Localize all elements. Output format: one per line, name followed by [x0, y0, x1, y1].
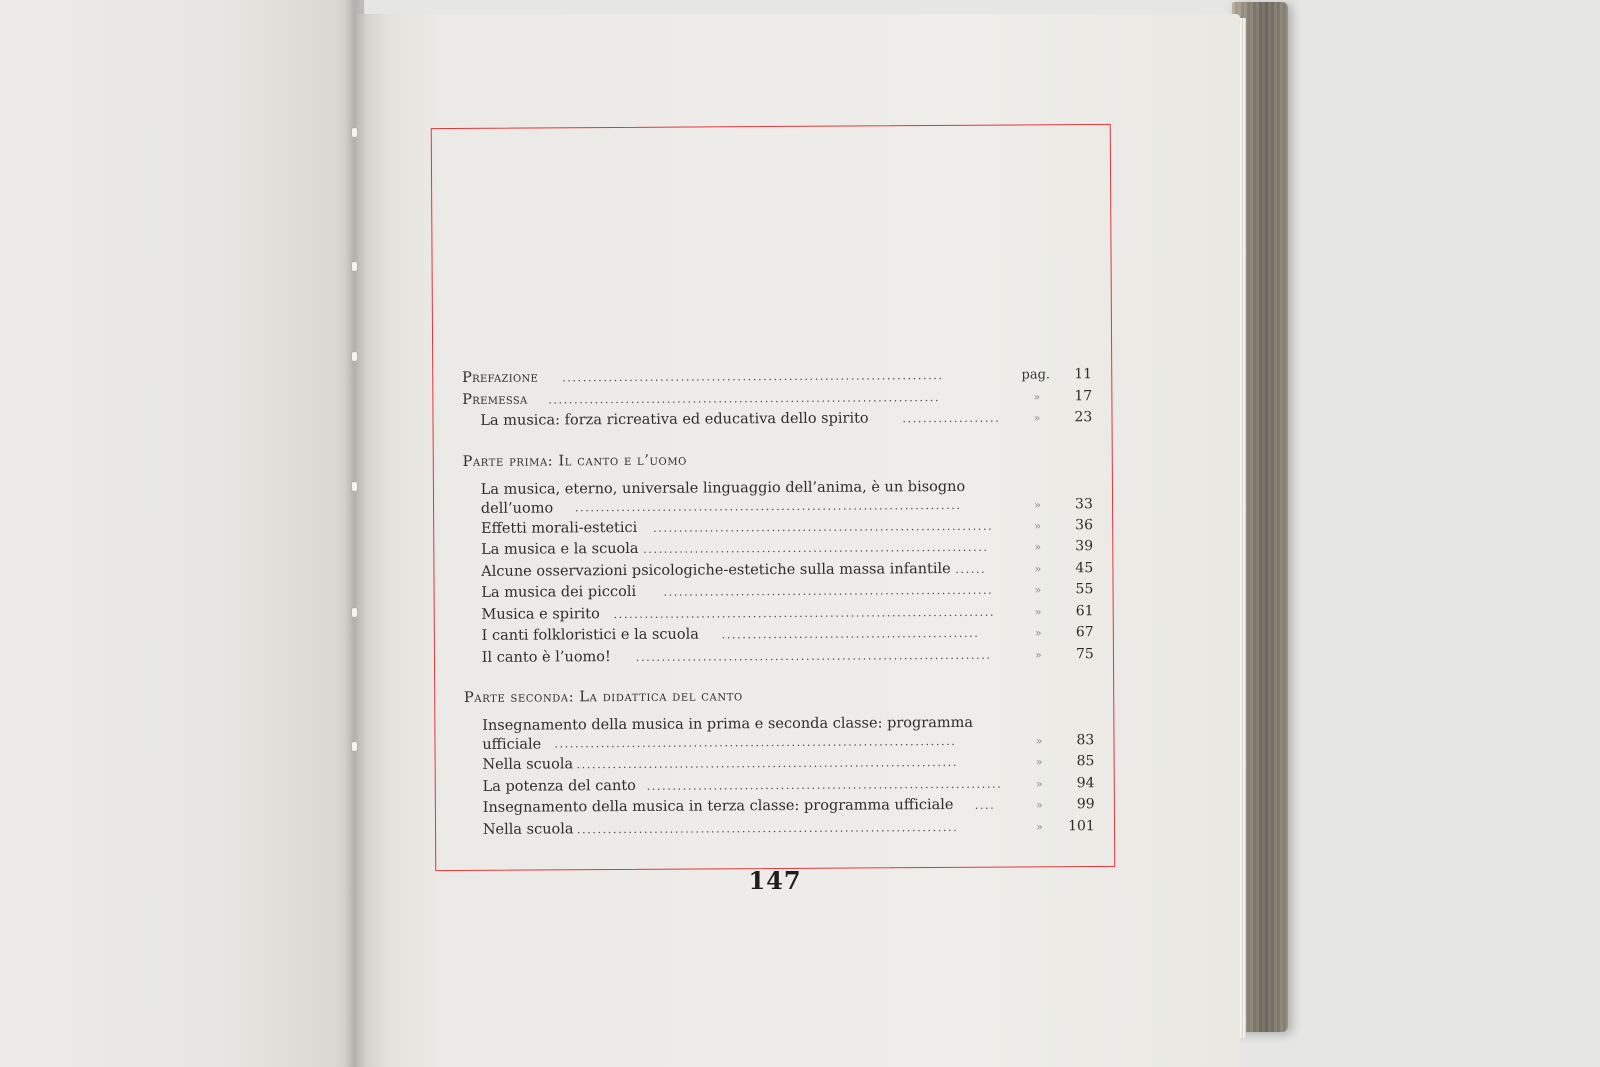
binding-stitch: [352, 262, 357, 271]
toc-page-marker: »: [1034, 497, 1041, 512]
toc-entry: [463, 477, 1093, 519]
table-of-contents: [462, 364, 1095, 841]
toc-entry: [464, 644, 1094, 669]
toc-entry-label: Il canto è l’uomo!: [481, 648, 611, 666]
leader-dots: ................................................................: [663, 582, 994, 599]
leader-dots: ......: [955, 561, 987, 576]
toc-page-marker: »: [1034, 518, 1042, 533]
gutter-shadow: [345, 0, 367, 1067]
toc-page-marker: »: [1034, 647, 1042, 662]
toc-page-number: 83: [1076, 732, 1095, 749]
toc-page-marker: »: [1035, 755, 1043, 769]
binding-stitch: [352, 608, 357, 617]
toc-page-number: 61: [1075, 602, 1094, 619]
toc-page-number: 17: [1074, 387, 1093, 404]
toc-page-marker: »: [1034, 583, 1042, 597]
toc-page-number: 39: [1075, 538, 1094, 555]
toc-entry-label: La musica, eterno, universale linguaggio dell’anima, è un bisogno dell’uomo: [480, 478, 966, 517]
binding-stitch: [352, 742, 357, 751]
leader-dots: ...........................................................................: [574, 497, 962, 514]
toc-page-number: 36: [1075, 516, 1094, 533]
binding-stitch: [352, 352, 357, 361]
leader-dots: .....................................................................: [635, 647, 992, 664]
toc-entry: [462, 407, 1092, 432]
toc-page-number: 23: [1074, 409, 1093, 426]
toc-entry-label: I canti folkloristici e la scuola: [481, 626, 699, 644]
toc-entry-label: Prefazione: [462, 369, 539, 386]
toc-page-marker: »: [1035, 798, 1043, 812]
toc-entry-label: La musica e la scuola: [481, 540, 639, 558]
toc-page-marker: »: [1036, 819, 1043, 834]
toc-page-number: 67: [1075, 624, 1094, 641]
toc-entry-label: Insegnamento della musica in prima e seconda classe: programma ufficiale: [482, 714, 974, 753]
toc-entry-label: Alcune osservazioni psicologiche-estetiche sulla massa infantile: [481, 560, 951, 580]
toc-page-number: 101: [1068, 817, 1095, 834]
leader-dots: ...................: [902, 410, 1001, 426]
leader-dots: ....: [974, 797, 996, 812]
toc-entry-label: Insegnamento della musica in terza classe: programma ufficiale: [482, 797, 954, 816]
toc-entry-label: Nella scuola: [482, 756, 574, 773]
leader-dots: ..........................................................................: [562, 368, 944, 385]
leader-dots: ..........................................................................: [576, 819, 959, 836]
leader-dots: ..............................................................................: [554, 733, 957, 751]
toc-entry-label: La musica: forza ricreativa ed educativa dello spirito: [480, 410, 869, 429]
toc-page-marker: »: [1035, 734, 1043, 748]
toc-page-number: 94: [1076, 774, 1095, 791]
toc-page-marker: »: [1033, 411, 1041, 425]
leader-dots: .....................................................................: [646, 776, 1003, 793]
toc-page-marker: »: [1034, 604, 1042, 619]
toc-page-marker: »: [1034, 540, 1042, 554]
toc-page-number: 99: [1076, 796, 1095, 813]
toc-page-number: 11: [1074, 366, 1093, 383]
toc-entry-label: Musica e spirito: [481, 605, 600, 623]
toc-page-number: 85: [1076, 753, 1095, 770]
toc-entry: [465, 816, 1095, 841]
leader-dots: ..................................................: [721, 625, 980, 642]
part-heading: Parte prima: Il canto e l’uomo: [462, 452, 687, 470]
toc-page-number: 33: [1074, 495, 1093, 512]
part-heading: Parte seconda: La didattica del canto: [463, 688, 743, 706]
toc-page-marker: »: [1033, 389, 1041, 404]
toc-page-marker: »: [1034, 561, 1042, 576]
leader-dots: ..........................................................................: [613, 604, 996, 621]
toc-entry-label: Premessa: [462, 391, 528, 408]
leader-dots: ..........................................................................: [576, 754, 958, 772]
toc-page-marker: »: [1035, 776, 1043, 791]
toc-page-number: 45: [1075, 559, 1094, 576]
leader-dots: ...................................................................: [643, 539, 989, 556]
toc-page-marker: pag.: [1021, 367, 1051, 383]
toc-page-marker: »: [1034, 626, 1042, 640]
page-number: 147: [748, 866, 802, 895]
binding-stitch: [352, 482, 357, 491]
toc-page-number: 55: [1075, 581, 1094, 598]
binding-stitch: [352, 128, 357, 137]
toc-entry-label: La potenza del canto: [482, 777, 636, 795]
toc-page-number: 75: [1075, 645, 1094, 662]
leader-dots: ............................................................................: [548, 389, 941, 406]
toc-entry: [464, 713, 1094, 755]
toc-entry-label: Effetti morali-estetici: [480, 519, 638, 537]
leader-dots: ..................................................................: [652, 518, 994, 535]
left-page: [0, 0, 364, 1067]
toc-entry-label: Nella scuola: [482, 820, 574, 838]
toc-entry-label: La musica dei piccoli: [481, 583, 637, 601]
